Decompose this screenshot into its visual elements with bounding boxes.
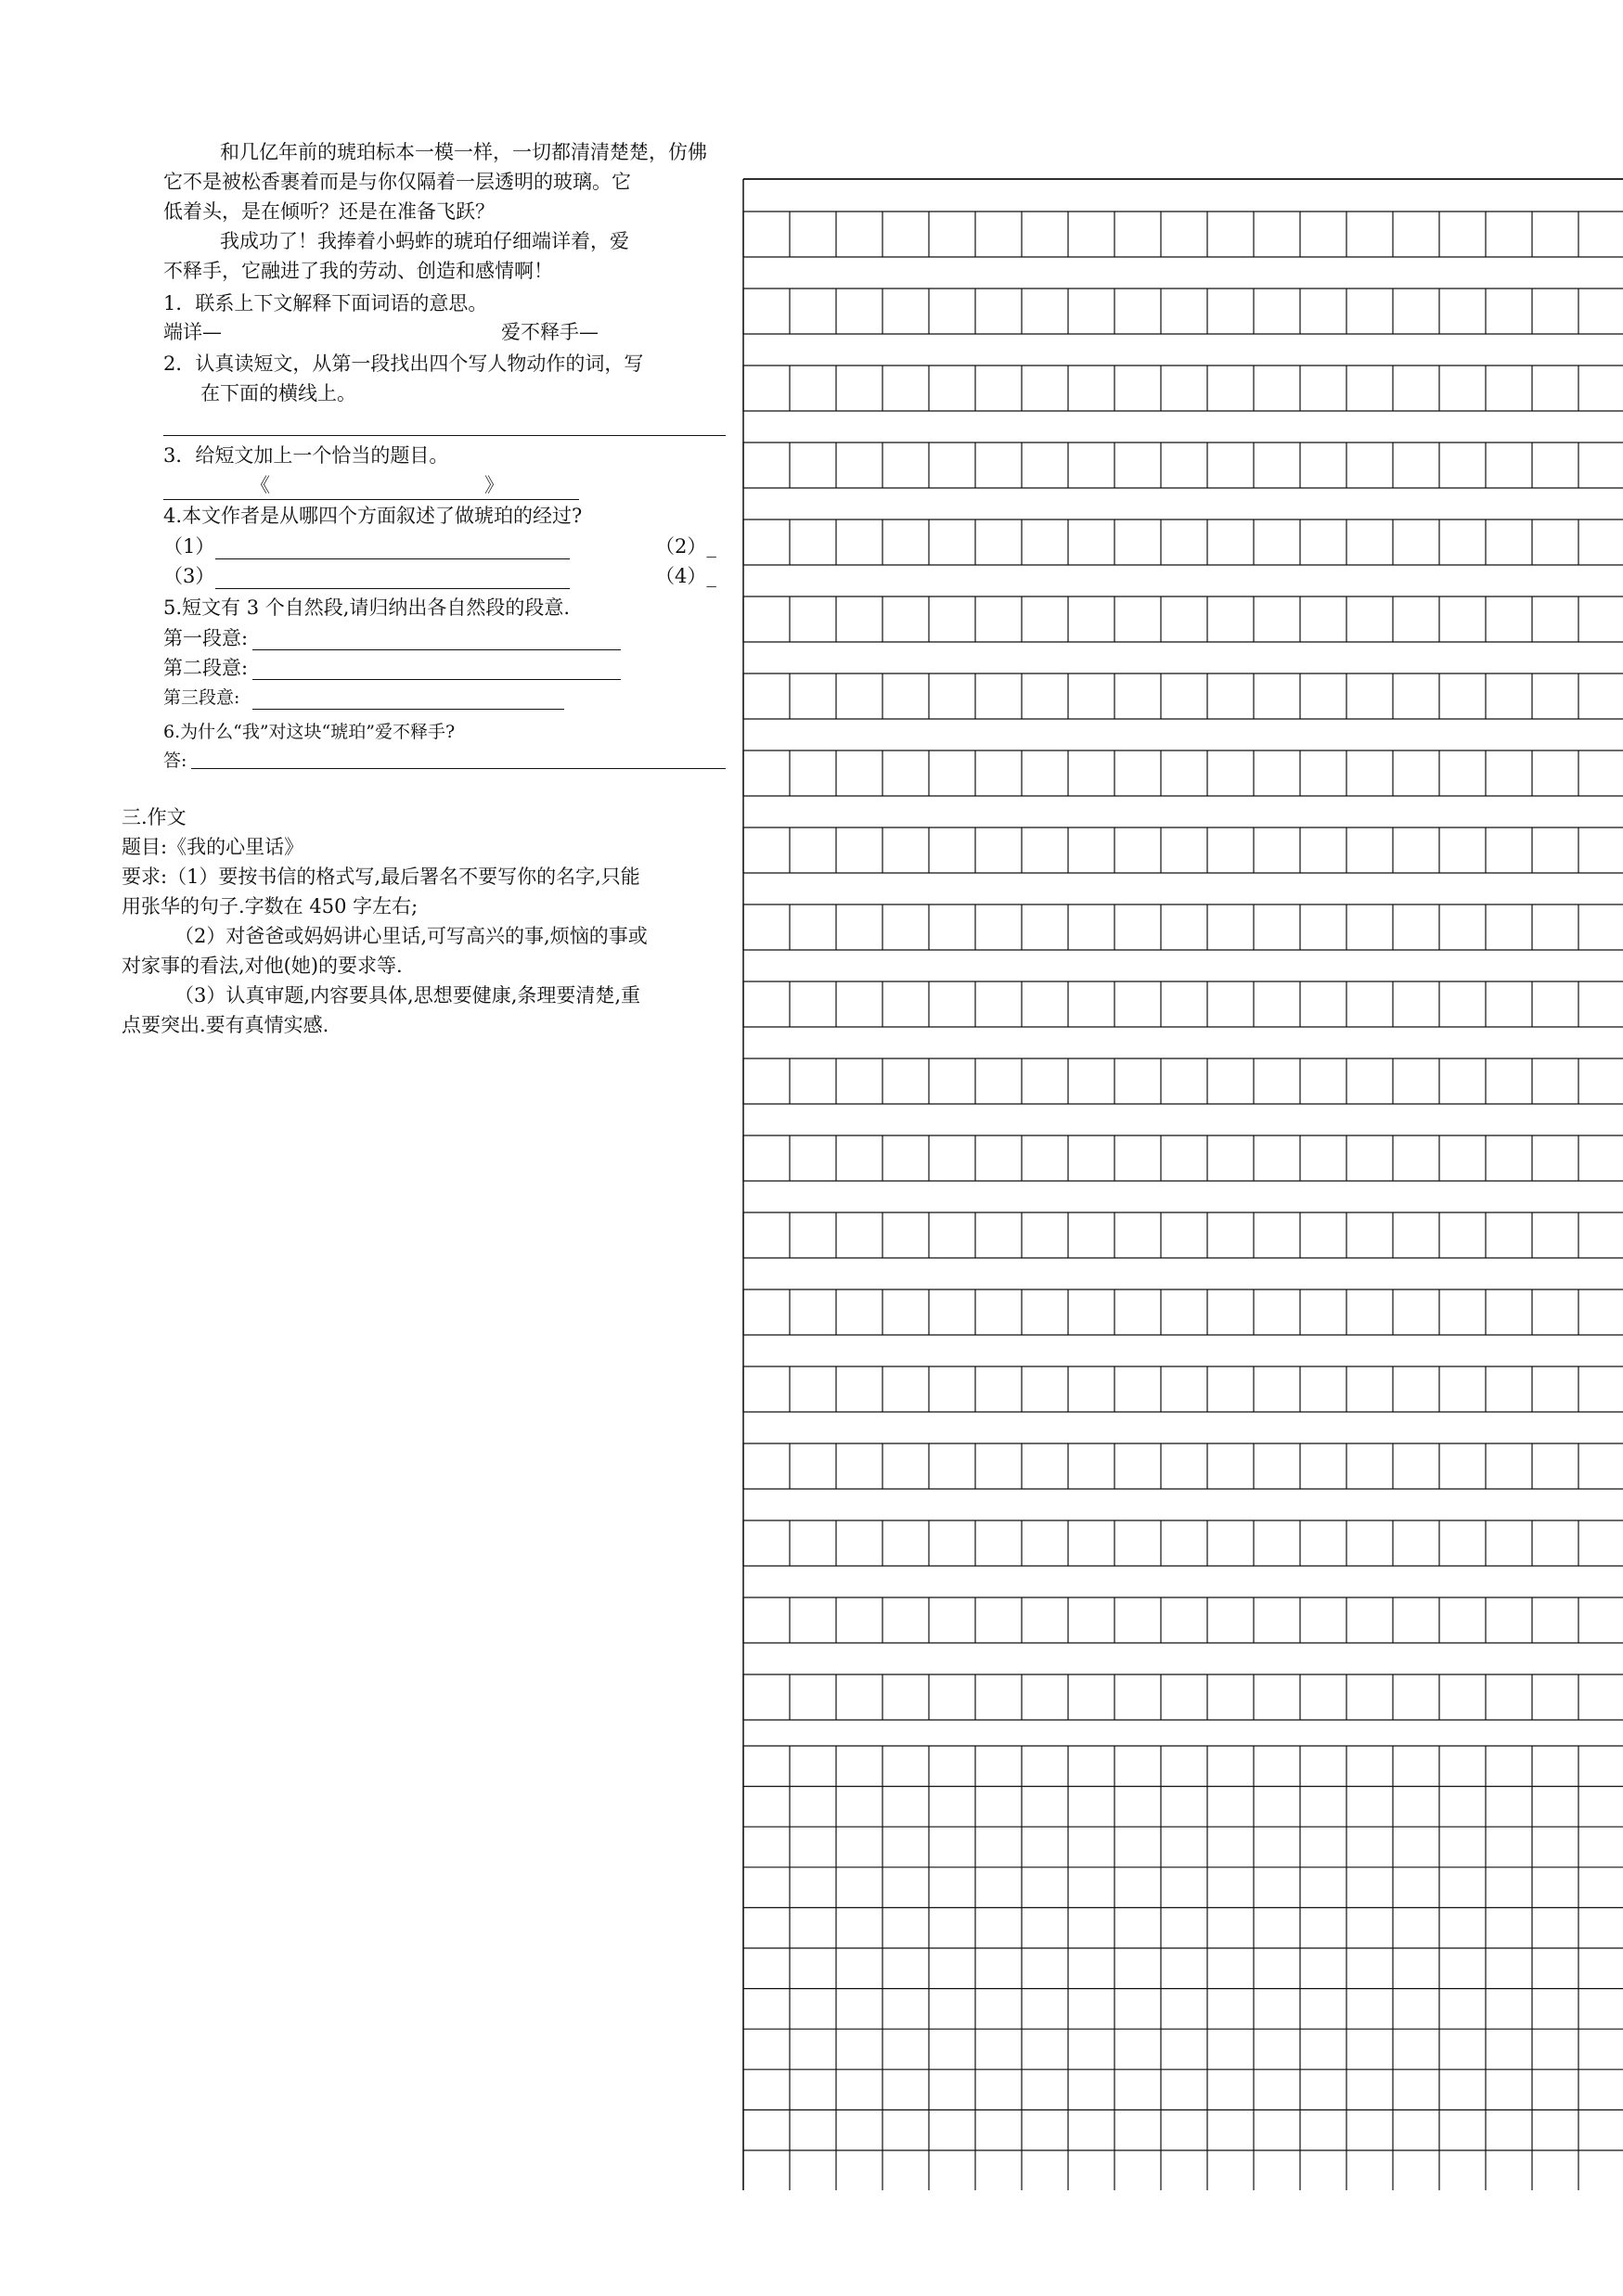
question-1-word-a: 端详— — [163, 321, 222, 343]
question-5-para-3: 第三段意: — [163, 687, 240, 708]
question-6-answer-label: 答: — [163, 750, 187, 771]
question-2-line-2: 在下面的横线上。 — [200, 382, 356, 404]
title-bracket-close: 》 — [484, 474, 504, 496]
question-5: 5.短文有 3 个自然段,请归纳出各自然段的段意. — [163, 596, 571, 619]
requirement-3-line-2: 点要突出.要有真情实感. — [122, 1014, 329, 1036]
question-4: 4.本文作者是从哪四个方面叙述了做琥珀的经过? — [163, 505, 583, 527]
requirement-1-line-1: 要求:（1）要按书信的格式写,最后署名不要写你的名字,只能 — [122, 866, 640, 888]
passage-line-5: 不释手，它融进了我的劳动、创造和感情啊！ — [163, 260, 553, 282]
requirement-2-line-1: （2）对爸爸或妈妈讲心里话,可写高兴的事,烦恼的事或 — [174, 925, 648, 947]
passage-line-3: 低着头，是在倾听？还是在准备飞跃？ — [163, 200, 495, 223]
question-2-line-1: 2．认真读短文，从第一段找出四个写人物动作的词，写 — [163, 353, 644, 375]
question-5-para-2: 第二段意: — [163, 657, 249, 679]
question-4-item-1: （1） — [163, 535, 215, 558]
question-1: 1．联系上下文解释下面词语的意思。 — [163, 292, 488, 314]
question-6: 6.为什么“我”对这块“琥珀”爱不释手? — [163, 722, 456, 742]
composition-title: 题目:《我的心里话》 — [122, 836, 304, 858]
question-4-item-4: （4）_ — [655, 565, 716, 587]
requirement-3-line-1: （3）认真审题,内容要具体,思想要健康,条理要清楚,重 — [174, 984, 641, 1007]
question-5-para-1: 第一段意: — [163, 627, 249, 649]
question-4-item-2: （2）_ — [655, 535, 716, 558]
passage-line-1: 和几亿年前的琥珀标本一模一样，一切都清清楚楚，仿佛 — [220, 141, 707, 163]
question-1-word-b: 爱不释手— — [501, 321, 599, 343]
composition-heading: 三.作文 — [122, 806, 187, 828]
title-bracket-open: 《 — [251, 474, 270, 496]
passage-line-4: 我成功了！我捧着小蚂蚱的琥珀仔细端详着，爱 — [220, 230, 629, 252]
requirement-1-line-2: 用张华的句子.字数在 450 字左右; — [122, 895, 419, 917]
requirement-2-line-2: 对家事的看法,对他(她)的要求等. — [122, 955, 403, 977]
question-3: 3．给短文加上一个恰当的题目。 — [163, 444, 449, 467]
passage-line-2: 它不是被松香裹着而是与你仅隔着一层透明的玻璃。它 — [163, 171, 631, 193]
question-4-item-3: （3） — [163, 565, 215, 587]
